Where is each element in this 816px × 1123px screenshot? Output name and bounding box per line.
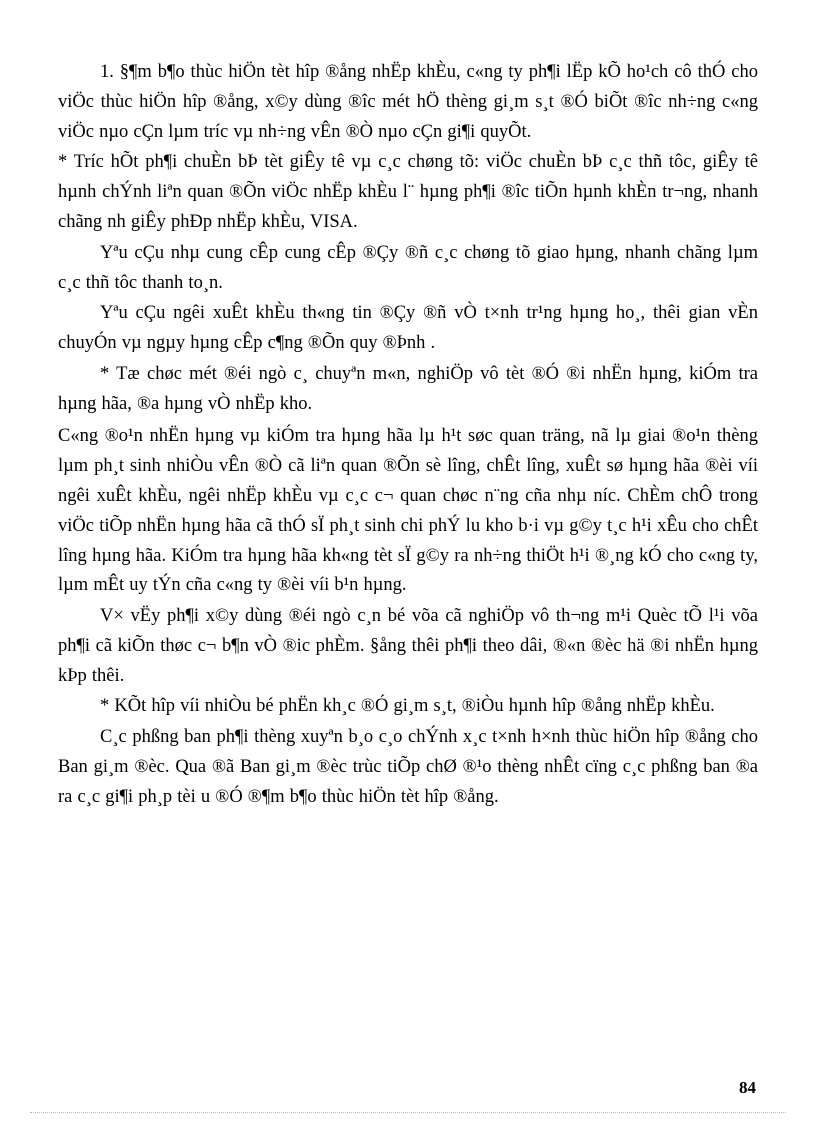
paragraph: C¸c phßng ban ph¶i thèng xuyªn b¸o c¸o chÝnh x¸c t×nh h×nh thùc hiÖn hîp ®ång cho Ban gi¸m ®èc. Qua ®ã Ban gi¸m ®èc trùc tiÕp chØ ®¹o thèng nhÊt cïng c¸c phßng ban ®a ra c¸c gi¶i ph¸p tèi u ®Ó ®¶m b¶o thùc hiÖn tèt hîp ®ång. <box>58 726 758 807</box>
footer-divider <box>30 1112 786 1113</box>
paragraph: * KÕt hîp víi nhiÒu bé phËn kh¸c ®Ó gi¸m s¸t, ®iÒu hµnh hîp ®ång nhËp khÈu. <box>100 696 715 717</box>
paragraph: Yªu cÇu ngêi xuÊt khÈu th«ng tin ®Çy ®ñ vÒ t×nh tr¹ng hµng ho¸, thêi gian vÈn chuyÓn vµ ngµy hµng cÊp c¶ng ®Õn quy ®Þnh . <box>58 303 758 354</box>
paragraph: * Tríc hÕt ph¶i chuÈn bÞ tèt giÊy tê vµ c¸c chøng tõ: viÖc chuÈn bÞ c¸c thñ tôc, giÊy tê hµnh chÝnh liªn quan ®Õn viÖc nhËp khÈu l¨ hµng ph¶i ®îc tiÕn hµnh khÈn tr¬ng, nhanh chãng nh giÊy phÐp nhËp khÈu, VISA. <box>58 152 758 233</box>
page-number: 84 <box>739 1078 756 1097</box>
paragraph: 1. §¶m b¶o thùc hiÖn tèt hîp ®ång nhËp khÈu, c«ng ty ph¶i lËp kÕ ho¹ch cô thÓ cho viÖc thùc hiÖn hîp ®ång, x©y dùng ®îc mét hÖ thèng gi¸m s¸t ®Ó biÕt ®îc nh÷ng c«ng viÖc nµo cÇn lµm tríc vµ nh÷ng vÊn ®Ò nµo cÇn gi¶i quyÕt. <box>58 62 758 142</box>
document-body <box>58 58 758 813</box>
paragraph: V× vËy ph¶i x©y dùng ®éi ngò c¸n bé võa cã nghiÖp vô th¬ng m¹i Quèc tÕ l¹i võa ph¶i cã kiÕn thøc c¬ b¶n vÒ ®ic phÈm. §ång thêi ph¶i theo dâi, ®«n ®èc hä ®i nhËn hµng kÞp thêi. <box>58 605 758 686</box>
paragraph: * Tæ chøc mét ®éi ngò c¸ chuyªn m«n, nghiÖp vô tèt ®Ó ®i nhËn hµng, kiÓm tra hµng hãa, ®a hµng vÒ nhËp kho. <box>58 363 758 414</box>
paragraph: C«ng ®o¹n nhËn hµng vµ kiÓm tra hµng hãa lµ h¹t søc quan träng, nã lµ giai ®o¹n thèng lµm ph¸t sinh nhiÒu vÊn ®Ò cã liªn quan ®Õn sè lîng, chÊt lîng, xuÊt sø hµng hãa ®èi víi ngêi xuÊt khÈu, ngêi nhËp khÈu vµ c¸c c¬ quan chøc n¨ng cña nhµ níc. ChÈm chÔ trong viÖc tiÕp nhËn hµng hãa cã thÓ sÏ ph¸t sinh chi phÝ lu kho b·i vµ g©y t¸c h¹i xÊu cho chÊt lîng hµng hãa. KiÓm tra hµng hãa kh«ng tèt sÏ g©y ra nh÷ng thiÖt h¹i ®¸ng kÓ cho c«ng ty, lµm mÊt uy tÝn cña c«ng ty ®èi víi b¹n hµng. <box>58 425 758 596</box>
paragraph: Yªu cÇu nhµ cung cÊp cung cÊp ®Çy ®ñ c¸c chøng tõ giao hµng, nhanh chãng lµm c¸c thñ tôc thanh to¸n. <box>58 242 758 293</box>
